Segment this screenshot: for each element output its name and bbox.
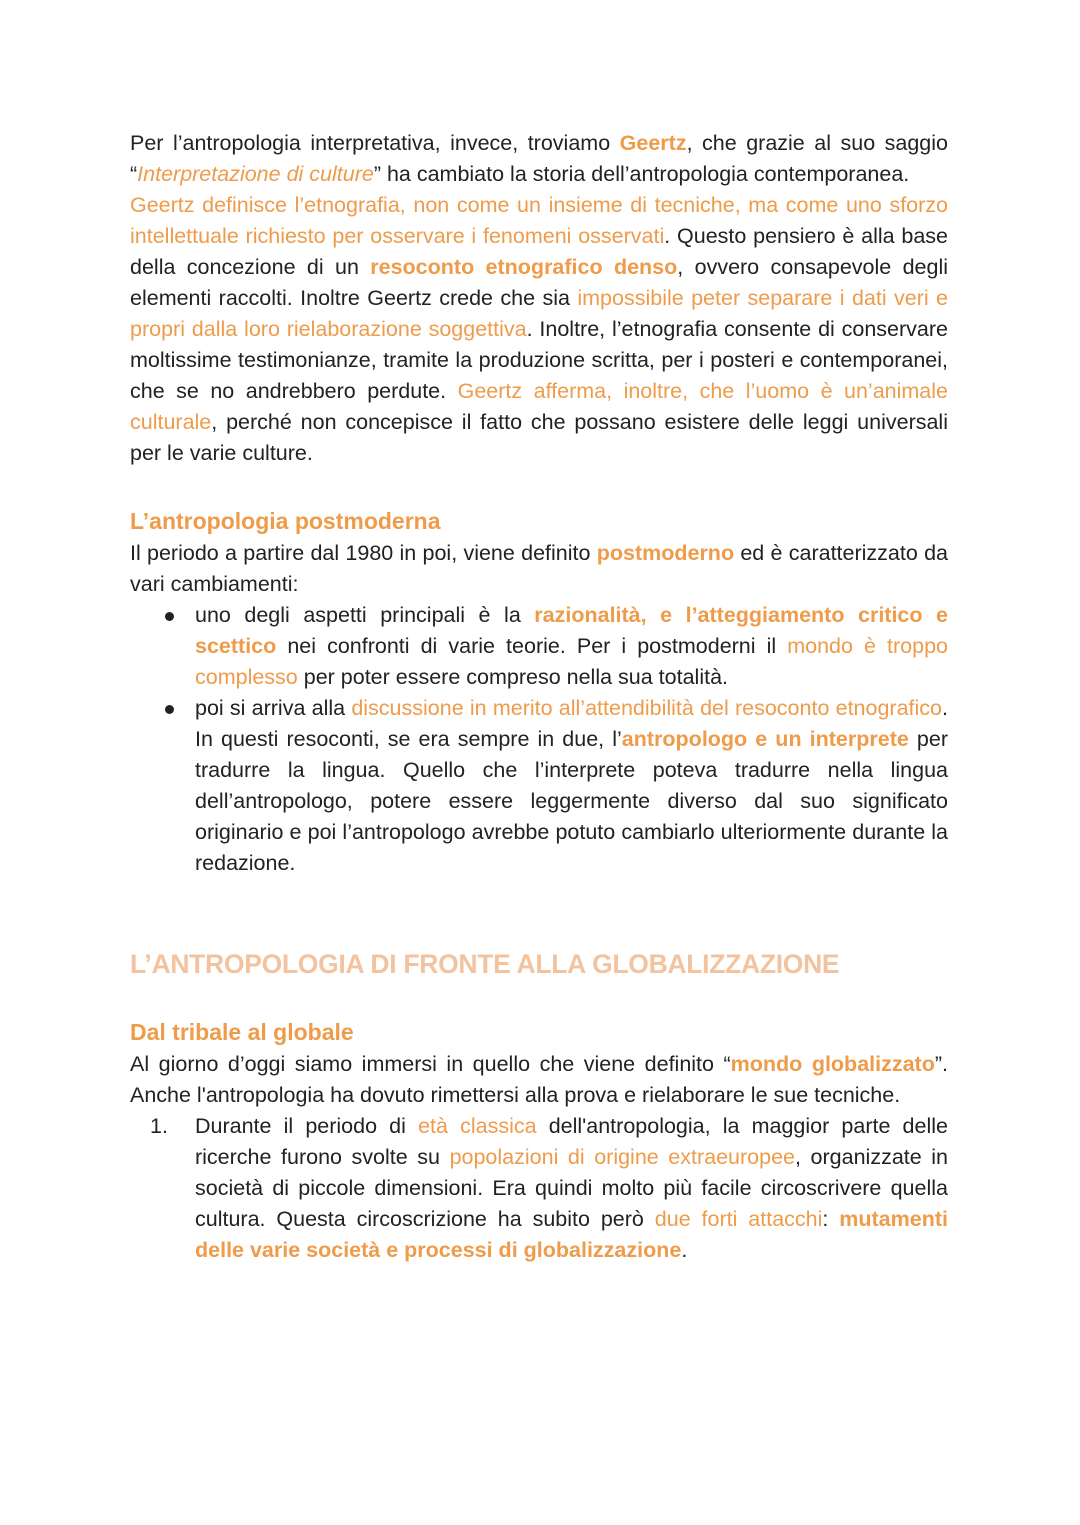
document-page [130,128,948,1266]
paragraph-geertz-intro: Per l’antropologia interpretativa, invece, troviamo Geertz, che grazie al suo saggio “Interpretazione di culture” ha cambiato la storia dell’antropologia contemporanea. [130,131,948,186]
postmodern-list [130,600,948,879]
paragraph-tribal-intro: Al giorno d’oggi siamo immersi in quello che viene definito “mondo globalizzato”. Anche l'antropologia ha dovuto rimettersi alla prova e rielaborare le sue tecniche. [130,1052,948,1107]
section-title: L’ANTROPOLOGIA DI FRONTE ALLA GLOBALIZZAZIONE [130,949,840,979]
paragraph-geertz-ethnography: Geertz definisce l’etnografia, non come un insieme di tecniche, ma come uno sforzo intellettuale richiesto per osservare i fenomeni osservati. Questo pensiero è alla base della concezione di un resoconto etnografico denso, ovvero consapevole degli elementi raccolti. Inoltre Geertz crede che sia impossibile peter separare i dati veri e propri dalla loro rielaborazione soggettiva. Inoltre, l’etnografia consente di conservare moltissime testimonianze, tramite la produzione scritta, per i posteri e contemporanei, che se no andrebbero perdute. Geertz afferma, inoltre, che l’uomo è un’animale culturale, perché non concepisce il fatto che possano esistere delle leggi universali per le varie culture. [130,193,949,465]
heading-postmodern: L’antropologia postmoderna [130,508,441,534]
book-title: Interpretazione di culture [137,162,374,186]
highlight-geertz: Geertz [619,131,687,155]
tribal-list [130,1111,948,1266]
list-item: 1. Durante il periodo di età classica dell'antropologia, la maggior parte delle ricerche furono svolte su popolazioni di origine extraeuropee, organizzate in società di piccole dimensioni. Era quindi molto più facile circoscrivere quella cultura. Questa circoscrizione ha subito però due forti attacchi: mutamenti delle varie società e processi di globalizzazione. [150,1114,949,1262]
heading-tribal-global: Dal tribale al globale [130,1019,354,1045]
list-item: uno degli aspetti principali è la razionalità, e l’atteggiamento critico e scettico nei confronti di varie teorie. Per i postmoderni il mondo è troppo complesso per poter essere compreso nella sua totalità. [195,600,948,693]
list-item: poi si arriva alla discussione in merito all’attendibilità del resoconto etnografico. In questi resoconti, se era sempre in due, l’antropologo e un interprete per tradurre la lingua. Quello che l’interprete poteva tradurre nella lingua dell’antropologo, potere essere leggermente diverso dal suo significato originario e poi l’antropologo avrebbe potuto cambiarlo ulteriormente durante la redazione. [195,693,948,879]
paragraph-postmodern-intro: Il periodo a partire dal 1980 in poi, viene definito postmoderno ed è caratterizzato da vari cambiamenti: [130,541,948,596]
